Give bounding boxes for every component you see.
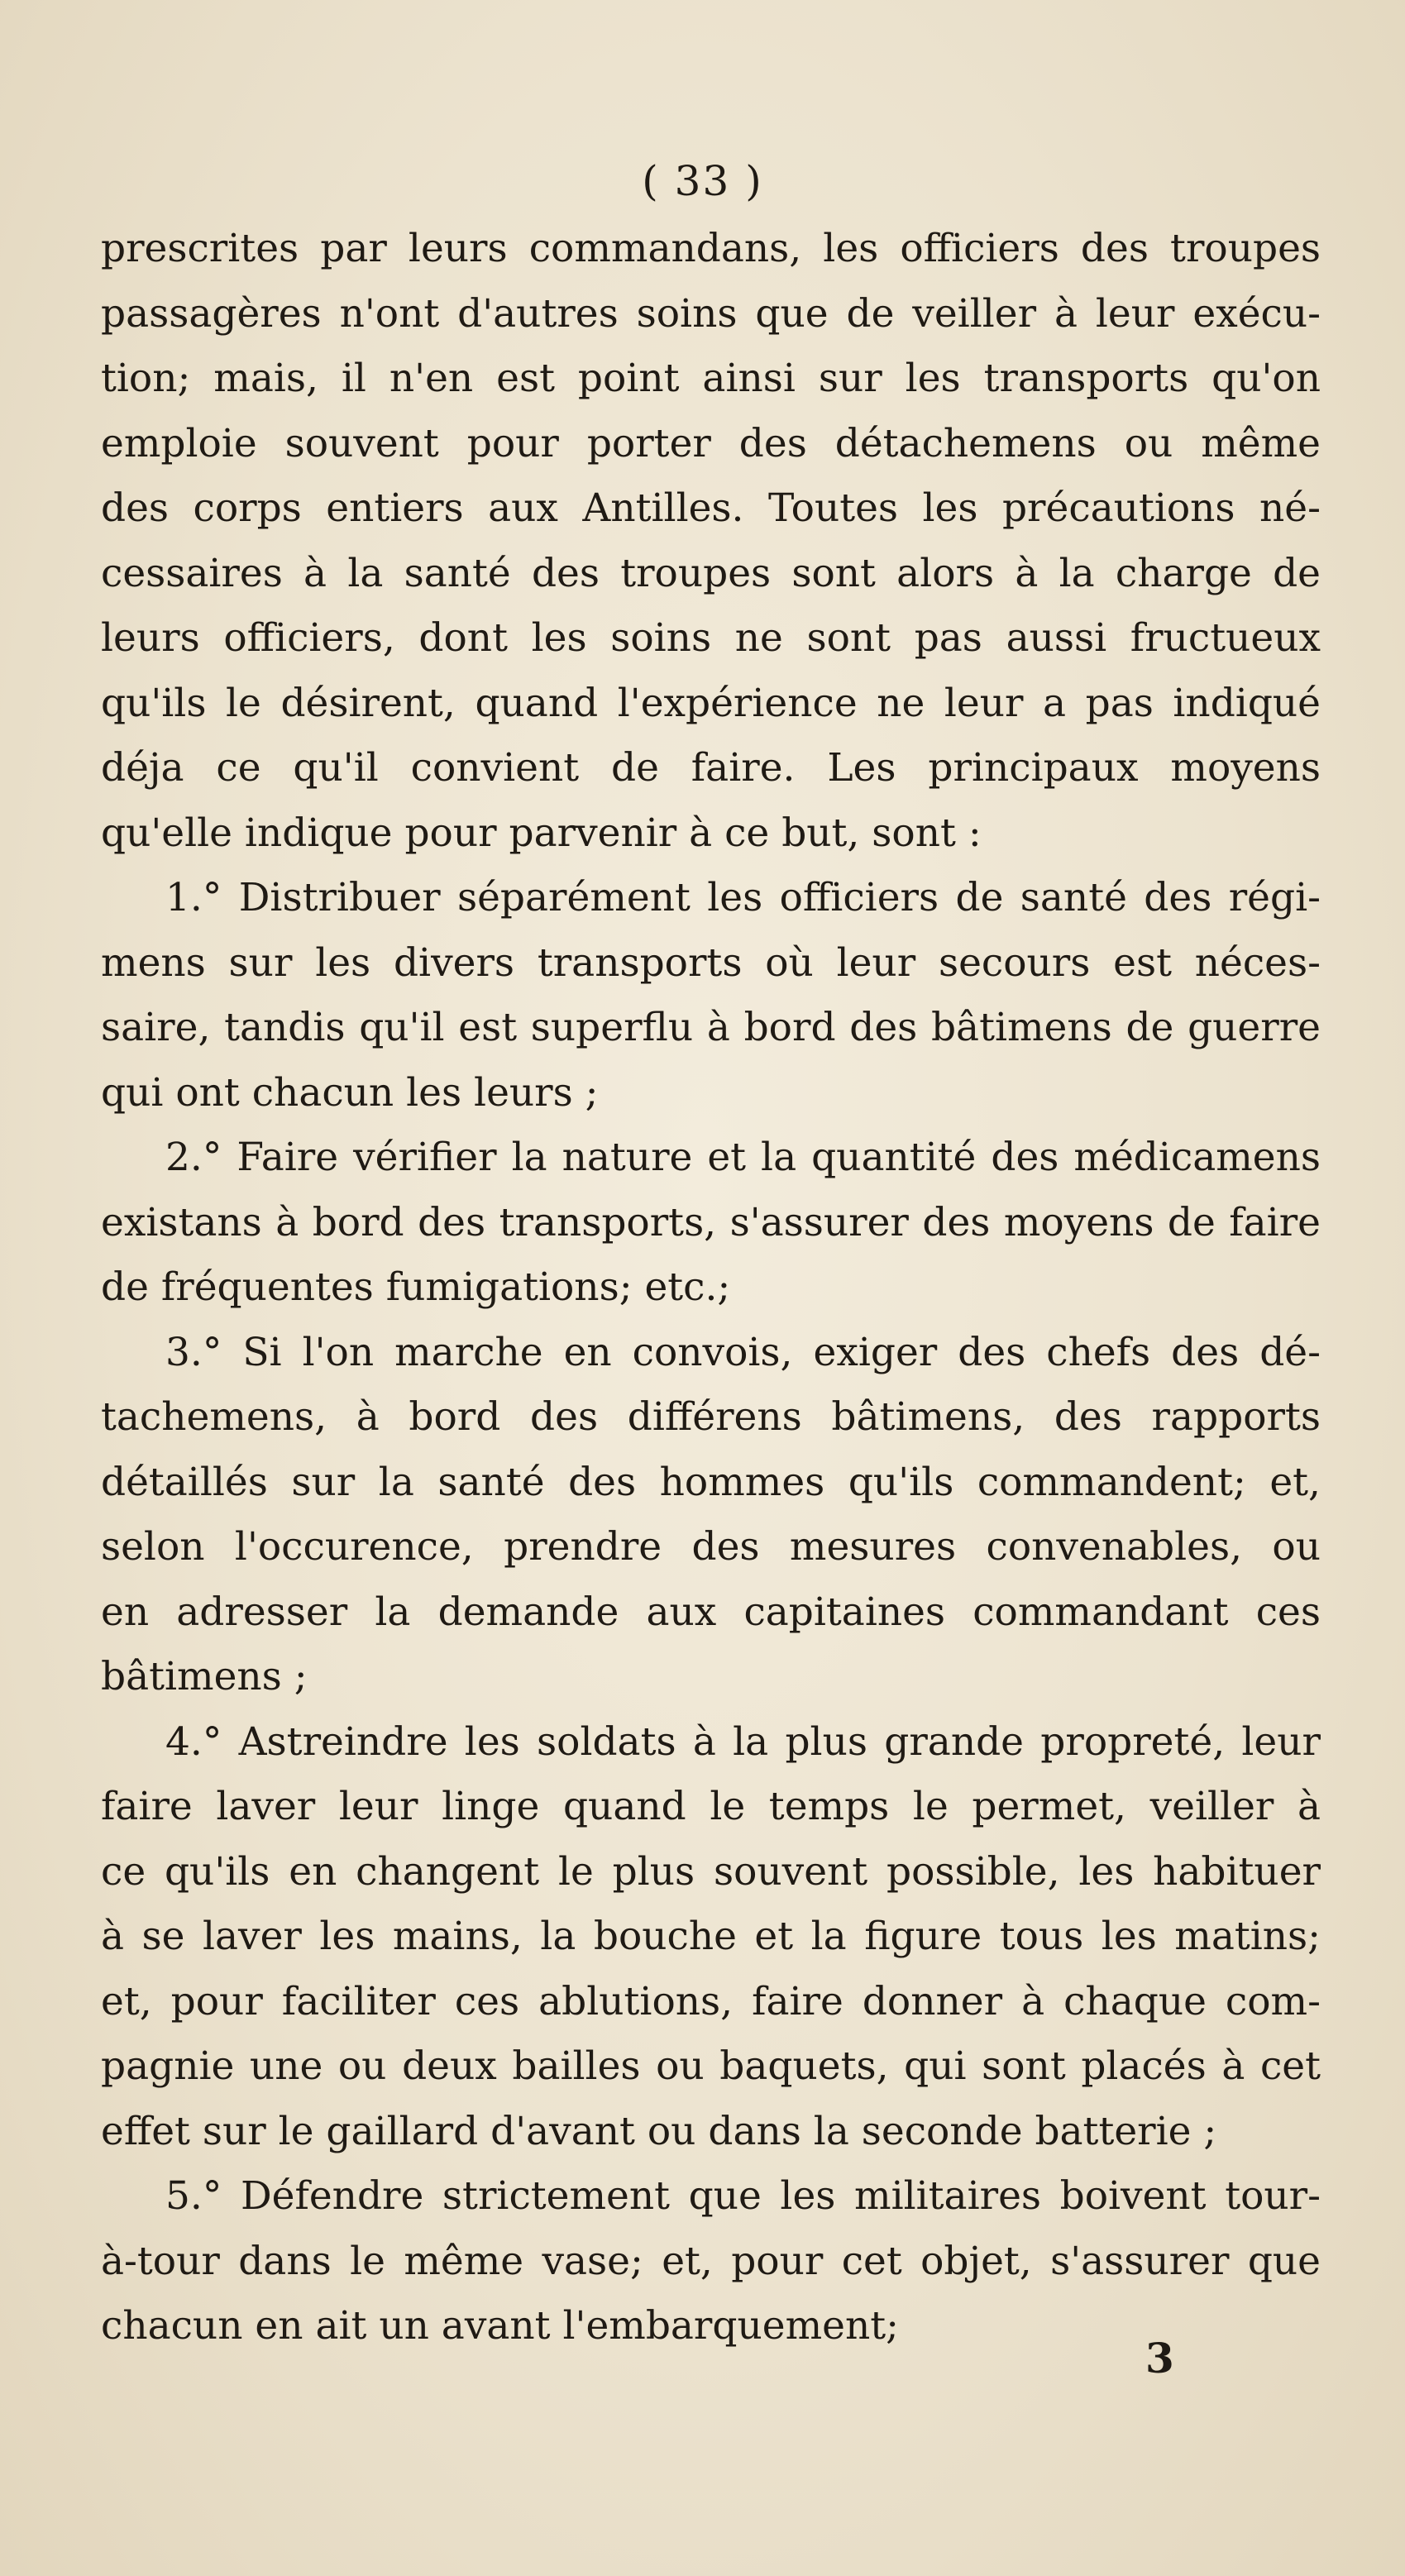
text-line-27: à se laver les mains, la bouche et la figure tous les matins; [101,1914,1321,1959]
text-line-26: ce qu'ils en changent le plus souvent possible, les habituer [101,1848,1321,1895]
page-number: ( 33 ) [642,157,763,205]
text-line-31: 5.° Défendre strictement que les militaires boivent tour- [165,2173,1321,2219]
text-line-10: qu'elle indique pour parvenir à ce but, sont : [101,810,982,856]
text-line-16: existans à bord des transports, s'assurer des moyens de faire [101,1199,1321,1245]
text-line-5: des corps entiers aux Antilles. Toutes les précautions né- [101,485,1321,531]
text-line-17: de fréquentes fumigations; etc.; [101,1264,731,1310]
text-line-7: leurs officiers, dont les soins ne sont pas aussi fructueux [101,615,1321,661]
text-line-33: chacun en ait un avant l'embarquement; [101,2303,899,2349]
text-line-32: à-tour dans le même vase; et, pour cet objet, s'assurer que [101,2238,1321,2284]
text-line-9: déja ce qu'il convient de faire. Les principaux moyens [101,745,1321,791]
text-line-13: saire, tandis qu'il est superflu à bord des bâtimens de guerre [101,1005,1321,1050]
signature-mark: 3 [1145,2334,1174,2382]
text-line-6: cessaires à la santé des troupes sont alors à la charge de [101,550,1321,596]
text-line-11: 1.° Distribuer séparément les officiers de santé des régi- [165,875,1321,920]
text-line-21: selon l'occurence, prendre des mesures convenables, ou [101,1524,1321,1570]
text-line-19: tachemens, à bord des différens bâtimens, des rapports [101,1394,1321,1440]
text-line-23: bâtimens ; [101,1654,308,1699]
text-line-4: emploie souvent pour porter des détachemens ou même [101,420,1321,466]
text-line-24: 4.° Astreindre les soldats à la plus grande propreté, leur [165,1718,1321,1765]
text-line-18: 3.° Si l'on marche en convois, exiger des chefs des dé- [165,1329,1321,1375]
text-line-25: faire laver leur linge quand le temps le permet, veiller à [101,1784,1321,1829]
text-line-1: prescrites par leurs commandans, les officiers des troupes [101,226,1321,271]
text-line-22: en adresser la demande aux capitaines commandant ces [101,1589,1321,1635]
text-line-2: passagères n'ont d'autres soins que de veiller à leur exécu- [101,290,1321,337]
text-line-14: qui ont chacun les leurs ; [101,1069,599,1116]
text-line-29: pagnie une ou deux bailles ou baquets, qui sont placés à cet [101,2043,1321,2089]
text-line-20: détaillés sur la santé des hommes qu'ils commandent; et, [101,1459,1321,1505]
text-line-30: effet sur le gaillard d'avant ou dans la seconde batterie ; [101,2108,1217,2154]
text-line-28: et, pour faciliter ces ablutions, faire donner à chaque com- [101,1978,1321,2024]
text-line-15: 2.° Faire vérifier la nature et la quantité des médicamens [165,1135,1321,1180]
text-line-3: tion; mais, il n'en est point ainsi sur les transports qu'on [101,356,1321,401]
text-line-12: mens sur les divers transports où leur secours est néces- [101,939,1321,986]
body-text [101,217,1321,2359]
text-line-8: qu'ils le désirent, quand l'expérience ne leur a pas indiqué [101,680,1321,726]
